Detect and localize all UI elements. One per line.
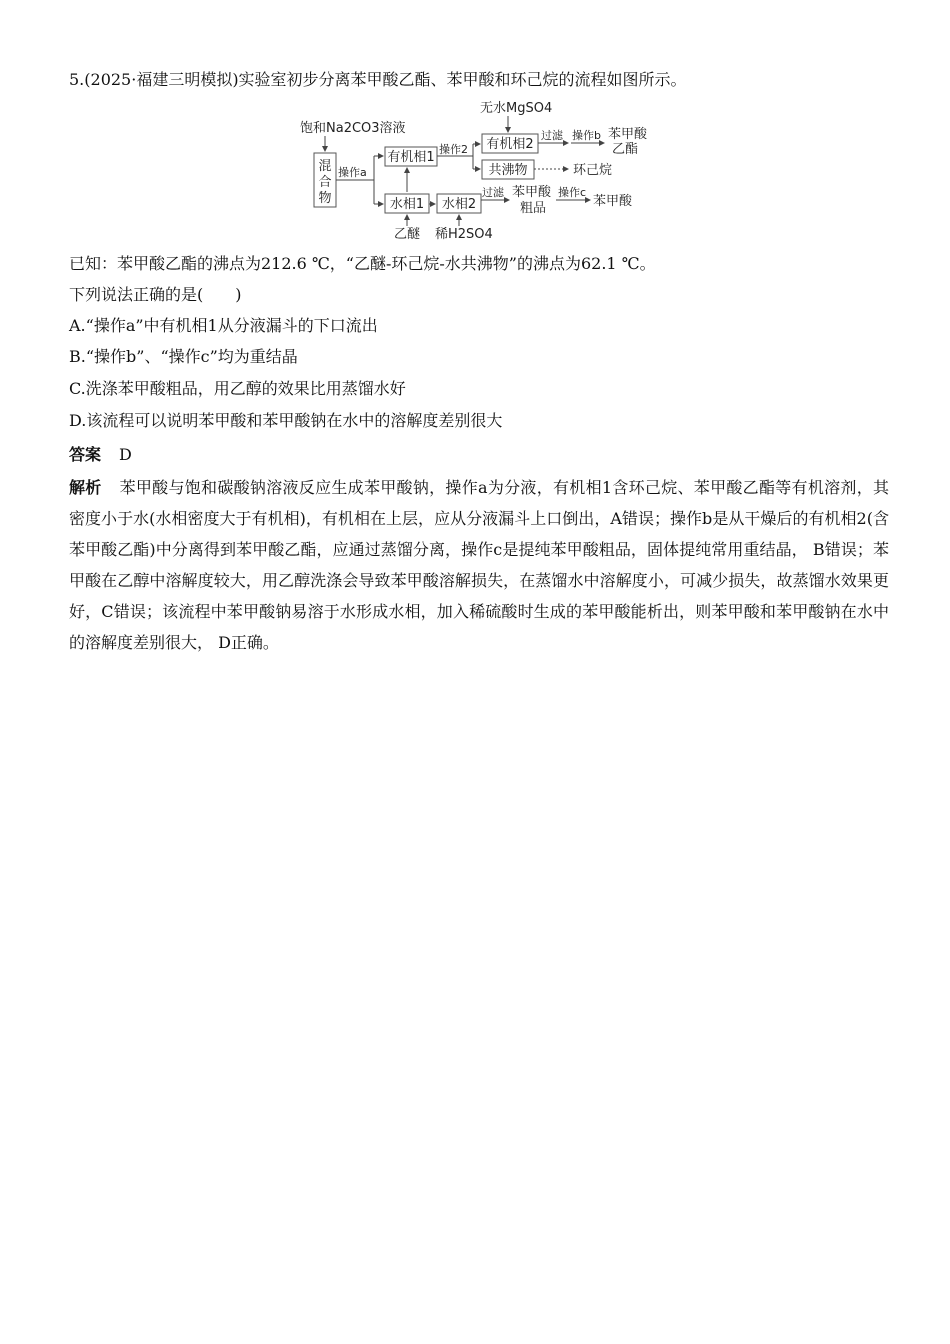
mixture-char-3: 物 [318,191,332,206]
reagent-na2co3: 饱和Na2CO3溶液 [300,121,406,136]
answer-value: D [119,445,132,464]
option-c: C.洗涤苯甲酸粗品，用乙醇的效果比用蒸馏水好 [69,379,406,398]
known-condition: 已知：苯甲酸乙酯的沸点为212.6 ℃，“乙醚-环己烷-水共沸物”的沸点为62.1 ℃。 [69,254,656,273]
option-b: B.“操作b”、“操作c”均为重结晶 [69,347,298,366]
organic-phase-2: 有机相2 [486,137,534,152]
option-d: D.该流程可以说明苯甲酸和苯甲酸钠在水中的溶解度差别很大 [69,411,503,430]
op-b-label: 操作b [572,129,601,142]
option-a: A.“操作a”中有机相1从分液漏斗的下口流出 [69,316,378,335]
product-ester-line1: 苯甲酸 [608,127,648,142]
answer-label: 答案 [69,445,102,464]
answer-line [69,444,132,466]
product-ester-line2: 乙酯 [612,142,639,157]
organic-phase-1: 有机相1 [387,150,435,165]
separation-flowchart [290,96,670,246]
question-prompt: 下列说法正确的是( ) [69,285,242,304]
op-c-label: 操作c [558,186,587,199]
reagent-mgso4: 无水MgSO4 [480,101,553,116]
filter-1-label: 过滤 [541,129,563,142]
aqueous-phase-1: 水相1 [389,197,425,212]
benzoic-acid-product: 苯甲酸 [593,194,633,209]
question-stem: 5.(2025·福建三明模拟)实验室初步分离苯甲酸乙酯、苯甲酸和环己烷的流程如图所示。 [69,70,687,89]
crude-line2: 粗品 [520,201,547,216]
ether-reagent: 乙醚 [394,227,421,242]
crude-line1: 苯甲酸 [512,185,552,200]
op-2-label: 操作2 [439,143,468,156]
azeotrope: 共沸物 [488,163,528,178]
op-a-label: 操作a [338,166,367,179]
acid-reagent: 稀H2SO4 [435,227,493,242]
analysis-text: 苯甲酸与饱和碳酸钠溶液反应生成苯甲酸钠，操作a为分液，有机相1含环己烷、苯甲酸乙酯等有机溶剂，其密度小于水(水相密度大于有机相)，有机相在上层，应从分液漏斗上口倒出，A错误；操作b是从干燥后的有机相2(含苯甲酸乙酯)中分离得到苯甲酸乙酯，应通过蒸馏分离，操作c是提纯苯甲酸粗品，固体提纯常用重结晶， B错误；苯甲酸在乙醇中溶解度较大，用乙醇洗涤会导致苯甲酸溶解损失，在蒸馏水中溶解度小，可减少损失，故蒸馏水效果更好，C错误；该流程中苯甲酸钠易溶于水形成水相，加入稀硫酸时生成的苯甲酸能析出，则苯甲酸和苯甲酸钠在水中的溶解度差别很大， D正确。 [69,478,889,652]
mixture-char-1: 混 [318,159,332,174]
analysis-label: 解析 [69,478,102,497]
aqueous-phase-2: 水相2 [441,197,477,212]
analysis-paragraph [69,472,889,658]
filter-2-label: 过滤 [482,186,504,199]
cyclohexane-product: 环己烷 [573,163,613,178]
mixture-char-2: 合 [318,175,332,190]
